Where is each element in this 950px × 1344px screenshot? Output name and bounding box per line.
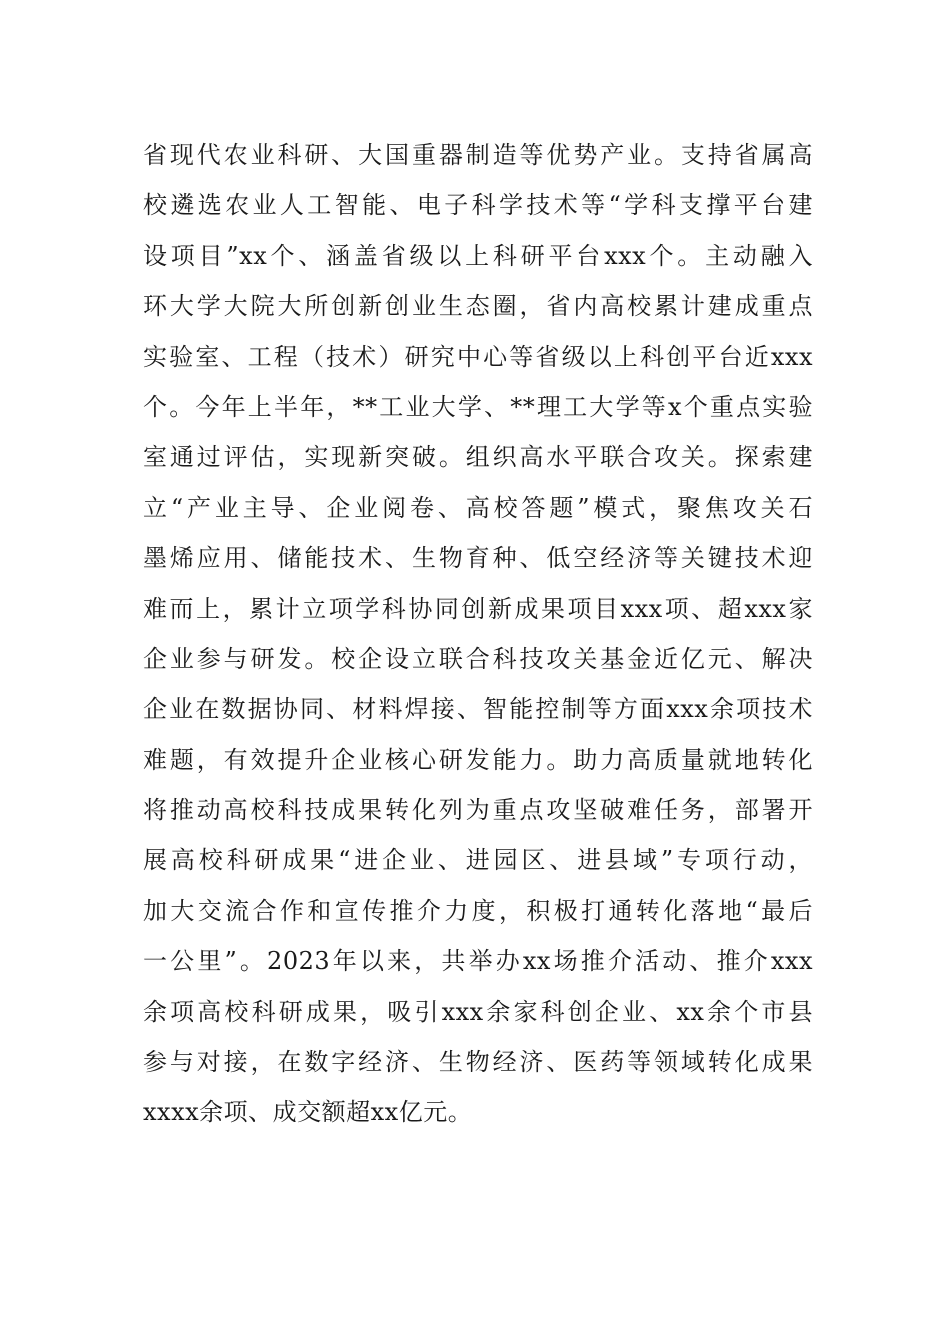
paragraph-line: 难而上，累计立项学科协同创新成果项目xxx项、超xxx家: [143, 594, 813, 623]
paragraph-line-last: xxxx余项、成交额超xx亿元。: [143, 1098, 473, 1127]
paragraph-line: 个。今年上半年，**工业大学、**理工大学等x个重点实验: [143, 392, 813, 421]
paragraph-line: 展高校科研成果“进企业、进园区、进县域”专项行动，: [143, 846, 813, 875]
paragraph-line: 难题，有效提升企业核心研发能力。助力高质量就地转化: [143, 745, 813, 774]
paragraph-line: 一公里”。2023年以来，共举办xx场推介活动、推介xxx: [143, 947, 813, 976]
paragraph-line: 校遴选农业人工智能、电子科学技术等“学科支撑平台建: [143, 191, 813, 220]
body-paragraph: [143, 130, 813, 1138]
paragraph-line: 企业在数据协同、材料焊接、智能控制等方面xxx余项技术: [143, 695, 813, 724]
paragraph-line: 参与对接，在数字经济、生物经济、医药等领域转化成果: [143, 1048, 813, 1077]
paragraph-line: 墨烯应用、储能技术、生物育种、低空经济等关键技术迎: [143, 544, 813, 573]
paragraph-line: 环大学大院大所创新创业生态圈，省内高校累计建成重点: [143, 292, 813, 321]
paragraph-line: 省现代农业科研、大国重器制造等优势产业。支持省属高: [143, 141, 813, 169]
paragraph-line: 室通过评估，实现新突破。组织高水平联合攻关。探索建: [143, 443, 813, 472]
paragraph-line: 将推动高校科技成果转化列为重点攻坚破难任务，部署开: [143, 796, 813, 825]
paragraph-line: 立“产业主导、企业阅卷、高校答题”模式，聚焦攻关石: [143, 493, 813, 522]
paragraph-line: 企业参与研发。校企设立联合科技攻关基金近亿元、解决: [143, 644, 813, 673]
paragraph-line: 设项目”xx个、涵盖省级以上科研平台xxx个。主动融入: [143, 241, 813, 270]
paragraph-line: 余项高校科研成果，吸引xxx余家科创企业、xx余个市县: [143, 997, 813, 1026]
paragraph-line: 加大交流合作和宣传推介力度，积极打通转化落地“最后: [143, 896, 813, 925]
paragraph-line: 实验室、工程（技术）研究中心等省级以上科创平台近xxx: [143, 342, 813, 371]
